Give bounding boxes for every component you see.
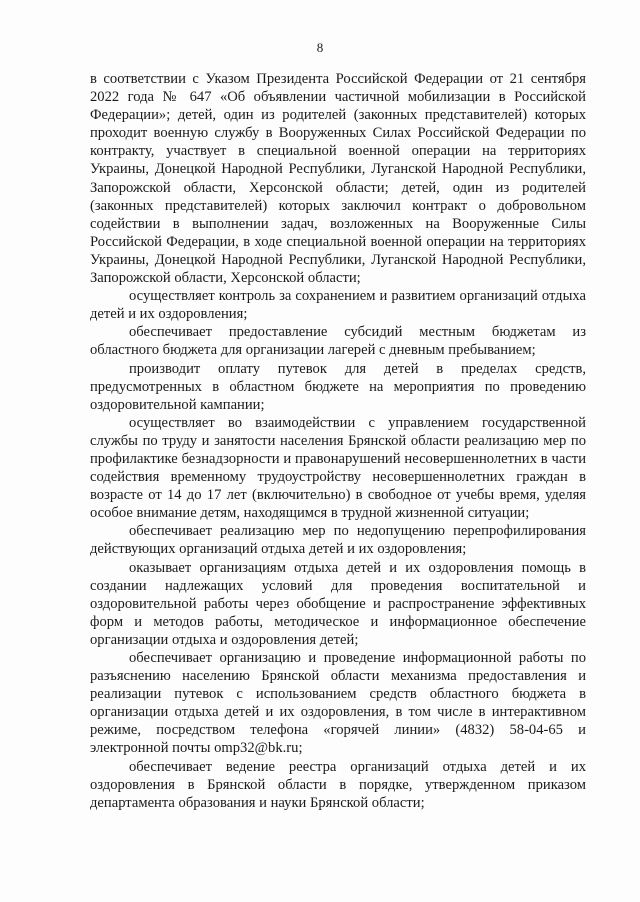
paragraph: в соответствии с Указом Президента Российской Федерации от 21 сентября 2022 года № 647 «Об объявлении частичной мобилизации в Российской Федерации»; детей, один из родителей (законных представителей) которых проходит военную службу в Вооруженных Силах Российской Федерации по контракту, участвует в специальной военной операции на территориях Украины, Донецкой Народной Республики, Луганской Народной Республики, Запорожской области, Херсонской области; детей, один из родителей (законных представителей) которых заключил контракт о добровольном содействии в выполнении задач, возложенных на Вооруженные Силы Российской Федерации, в ходе специальной военной операции на территориях Украины, Донецкой Народной Республики, Луганской Народной Республики, Запорожской области, Херсонской области; [90,71,586,287]
paragraph: обеспечивает предоставление субсидий местным бюджетам из областного бюджета для организации лагерей с дневным пребыванием; [90,324,586,359]
document-body [90,70,586,812]
paragraph: осуществляет во взаимодействии с управлением государственной службы по труду и занятости населения Брянской области реализацию мер по профилактике безнадзорности и правонарушений несовершеннолетних в части содействия временному трудоустройству несовершеннолетних граждан в возрасте от 14 до 17 лет (включительно) в свободное от учебы время, уделяя особое внимание детям, находящимся в трудной жизненной ситуации; [90,414,586,522]
page-number: 8 [316,40,324,55]
paragraph: оказывает организациям отдыха детей и их оздоровления помощь в создании надлежащих условий для проведения воспитательной и оздоровительной работы через обобщение и распространение эффективных форм и методов работы, методическое и информационное обеспечение организации отдыха и оздоровления детей; [90,559,586,648]
paragraph: обеспечивает реализацию мер по недопущению перепрофилирования действующих организаций отдыха детей и их оздоровления; [90,523,586,558]
paragraph: производит оплату путевок для детей в пределах средств, предусмотренных в областном бюджете на мероприятия по проведению оздоровительной кампании; [90,360,586,413]
paragraph: обеспечивает организацию и проведение информационной работы по разъяснению населению Брянской области механизма предоставления и реализации путевок с использованием средств областного бюджета в организации отдыха детей и их оздоровления, в том числе в интерактивном режиме, посредством телефона «горячей линии» (4832) 58-04-65 и электронной почты omp32@bk.ru; [90,650,586,757]
paragraph: обеспечивает ведение реестра организаций отдыха детей и их оздоровления в Брянской области в порядке, утвержденном приказом департамента образования и науки Брянской области; [90,758,586,811]
paragraph: осуществляет контроль за сохранением и развитием организаций отдыха детей и их оздоровления; [90,288,586,323]
